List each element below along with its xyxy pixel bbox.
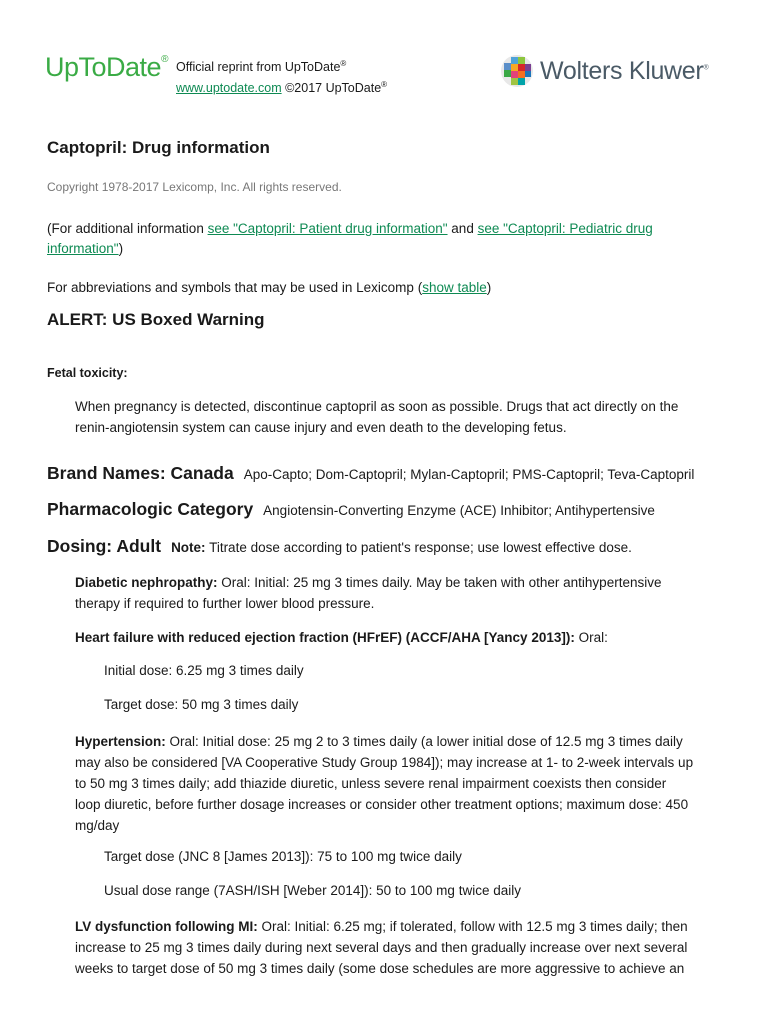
additional-and: and bbox=[447, 221, 478, 236]
reprint-url-line bbox=[176, 76, 387, 97]
additional-suffix: ) bbox=[118, 241, 124, 256]
abbrev-prefix: For abbreviations and symbols that may be used in Lexicomp ( bbox=[47, 280, 423, 295]
fetal-text-line-1: When pregnancy is detected, discontinue captopril as soon as possible. Drugs that act directly on the bbox=[75, 399, 679, 414]
brand-name: Wolters Kluwer bbox=[540, 56, 704, 85]
lv-text-3: weeks to target dose of 50 mg 3 times daily (some dose schedules are more aggressive to achieve an bbox=[75, 961, 685, 976]
htn-line-1 bbox=[75, 731, 725, 752]
heart-failure-heading-line bbox=[75, 627, 725, 648]
uptodate-url-link[interactable]: www.uptodate.com bbox=[176, 81, 282, 96]
patient-info-link[interactable]: see "Captopril: Patient drug information" bbox=[207, 221, 448, 236]
htn-text-2: may also be considered [VA Cooperative Study Group 1984]); may increase at 1- to 2-week intervals up bbox=[75, 755, 694, 770]
reprint-line bbox=[176, 55, 387, 76]
wolters-kluwer-logo-icon bbox=[500, 54, 534, 88]
lv-dysfunction-label: LV dysfunction following MI: bbox=[75, 919, 258, 934]
brand-names-section bbox=[47, 463, 694, 484]
dosing-adult-heading: Dosing: Adult bbox=[47, 536, 162, 556]
hypertension-paragraph bbox=[75, 731, 725, 836]
htn-target-dose: Target dose (JNC 8 [James 2013]): 75 to 100 mg twice daily bbox=[104, 849, 462, 864]
diabetic-label: Diabetic nephropathy: bbox=[75, 575, 218, 590]
additional-prefix: (For additional information bbox=[47, 221, 208, 236]
page-title: Captopril: Drug information bbox=[47, 138, 270, 157]
show-table-link[interactable]: show table bbox=[422, 280, 487, 295]
alert-heading: ALERT: US Boxed Warning bbox=[47, 310, 265, 329]
fetal-toxicity-text bbox=[75, 396, 725, 438]
reprint-copyright-mark: ® bbox=[381, 80, 388, 90]
htn-text-1: Oral: Initial dose: 25 mg 2 to 3 times daily (a lower initial dose of 12.5 mg 3 times daily bbox=[165, 734, 683, 749]
dosing-adult-section bbox=[47, 536, 632, 557]
lv-line-1 bbox=[75, 916, 725, 937]
dosing-note-label: Note: bbox=[171, 540, 206, 555]
pharmacologic-category-value: Angiotensin-Converting Enzyme (ACE) Inhibitor; Antihypertensive bbox=[263, 503, 655, 518]
diabetic-text-1: Oral: Initial: 25 mg 3 times daily. May be taken with other antihypertensive bbox=[217, 575, 662, 590]
htn-text-4: loop diuretic, before further dosage increases or consider other treatment options; maximum dose: 450 bbox=[75, 797, 689, 812]
pediatric-link-part-1: see "Captopril: Pediatric drug bbox=[477, 221, 653, 236]
reprint-mark: ® bbox=[340, 59, 347, 68]
heart-failure-text: Oral: bbox=[574, 630, 608, 645]
fetal-toxicity-heading: Fetal toxicity: bbox=[47, 366, 128, 380]
brand-mark: ® bbox=[703, 64, 709, 72]
pharmacologic-category-heading: Pharmacologic Category bbox=[47, 499, 254, 519]
heart-failure-label: Heart failure with reduced ejection fraction (HFrEF) (ACCF/AHA [Yancy 2013]): bbox=[75, 630, 575, 645]
hf-initial-dose: Initial dose: 6.25 mg 3 times daily bbox=[104, 663, 304, 678]
copyright-text: Copyright 1978-2017 Lexicomp, Inc. All rights reserved. bbox=[47, 180, 342, 194]
abbrev-suffix: ) bbox=[486, 280, 492, 295]
uptodate-logo bbox=[45, 52, 168, 83]
reprint-copyright: ©2017 UpToDate bbox=[281, 81, 382, 96]
dosing-note-text: Titrate dose according to patient's response; use lowest effective dose. bbox=[205, 540, 632, 555]
diabetic-text-2: therapy if required to further lower blood pressure. bbox=[75, 596, 375, 611]
lv-text-2: increase to 25 mg 3 times daily during next several days and then gradually increase over next several bbox=[75, 940, 688, 955]
diabetic-line-1 bbox=[75, 572, 725, 593]
pediatric-link-part-2: information" bbox=[47, 241, 119, 256]
brand-names-heading: Brand Names: Canada bbox=[47, 463, 234, 483]
uptodate-logo-text: UpToDate bbox=[45, 52, 162, 82]
fetal-text-line-2: renin-angiotensin system can cause injury and even death to the developing fetus. bbox=[75, 420, 567, 435]
pharmacologic-category-section bbox=[47, 499, 655, 520]
reprint-text: Official reprint from UpToDate bbox=[176, 60, 341, 75]
diabetic-nephropathy-paragraph bbox=[75, 572, 725, 614]
hypertension-label: Hypertension: bbox=[75, 734, 166, 749]
htn-usual-dose-range: Usual dose range (7ASH/ISH [Weber 2014]): 50 to 100 mg twice daily bbox=[104, 883, 521, 898]
wolters-kluwer-text bbox=[540, 57, 708, 86]
dosing-note bbox=[171, 540, 632, 555]
uptodate-logo-mark: ® bbox=[161, 54, 168, 65]
lv-dysfunction-paragraph bbox=[75, 916, 725, 979]
reprint-info bbox=[176, 55, 387, 97]
abbreviations-line bbox=[47, 278, 727, 298]
hf-target-dose: Target dose: 50 mg 3 times daily bbox=[104, 697, 299, 712]
htn-text-5: mg/day bbox=[75, 818, 120, 833]
additional-info bbox=[47, 219, 727, 259]
htn-text-3: to 50 mg 3 times daily; add thiazide diuretic, unless severe renal impairment coexists then consider bbox=[75, 776, 667, 791]
brand-names-value: Apo-Capto; Dom-Captopril; Mylan-Captopril; PMS-Captopril; Teva-Captopril bbox=[243, 467, 695, 482]
lv-text-1: Oral: Initial: 6.25 mg; if tolerated, follow with 12.5 mg 3 times daily; then bbox=[257, 919, 688, 934]
wolters-kluwer-logo bbox=[500, 54, 708, 88]
